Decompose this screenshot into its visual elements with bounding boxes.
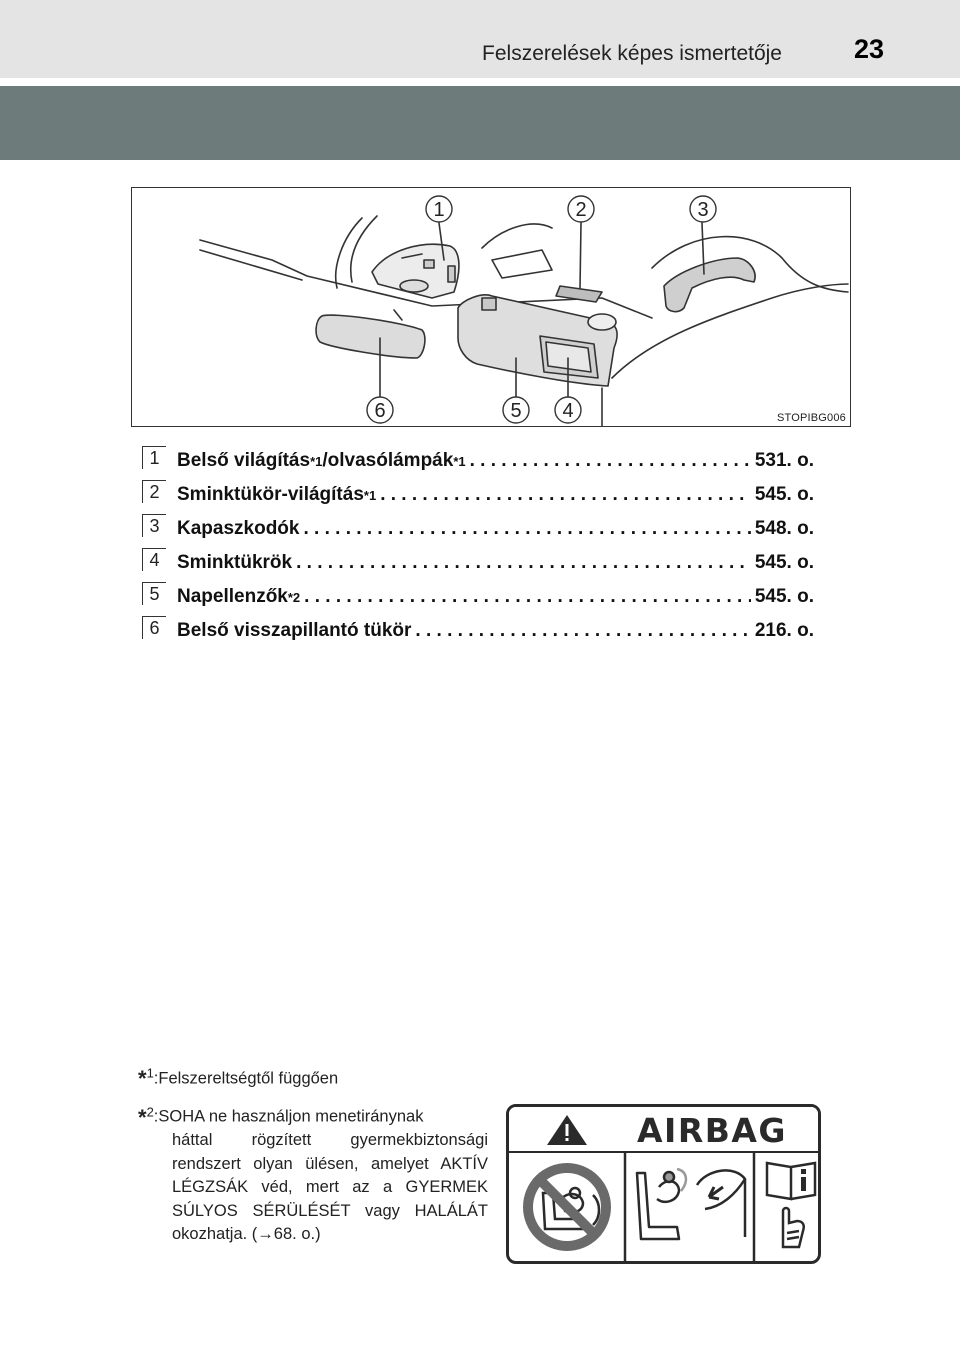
item-label: Belső világítás — [177, 450, 311, 471]
list-item — [142, 446, 822, 480]
item-list — [142, 446, 822, 650]
item-number: 6 — [142, 616, 166, 639]
footnote-2-text: háttal rögzített gyermekbiztonsági rendszert olyan ülésen, amelyet AKTÍV LÉGZSÁK véd, mert az a GYERMEK SÚLYOS SÉRÜLÉSÉT vagy HALÁLÁT okozhatja. (→68. o.) — [172, 1131, 488, 1244]
interior-drawing — [132, 188, 851, 427]
footnote-ref: *1 — [453, 454, 466, 469]
item-number: 1 — [142, 446, 166, 469]
footnote-number: 2 — [146, 1104, 154, 1120]
manual-info-icon — [767, 1163, 815, 1247]
figure-code: STOPIBG006 — [776, 412, 846, 424]
dot-leader — [304, 586, 751, 608]
dot-leader — [415, 620, 750, 642]
page-reference[interactable]: 531. o. — [754, 450, 814, 471]
callout-5: 5 — [510, 400, 522, 422]
footnote-number: 1 — [146, 1066, 154, 1081]
footnote-ref: *1 — [363, 488, 377, 503]
footnote-ref: *1 — [310, 454, 323, 469]
list-item — [142, 514, 822, 548]
header-band — [0, 86, 960, 160]
warning-triangle-icon — [547, 1115, 587, 1145]
footnote-2 — [138, 1100, 488, 1246]
page-reference[interactable]: 216. o. — [754, 620, 814, 641]
list-item — [142, 582, 822, 616]
callout-3: 3 — [697, 199, 709, 221]
airbag-label-pictograms — [509, 1107, 821, 1264]
list-item — [142, 616, 822, 650]
item-label: Belső visszapillantó tükör — [177, 620, 412, 641]
footnote-ref: *2 — [287, 590, 301, 605]
list-item — [142, 548, 822, 582]
dot-leader — [296, 552, 751, 574]
airbag-word: AIRBAG — [637, 1111, 788, 1150]
item-number: 5 — [142, 582, 166, 605]
callout-2: 2 — [575, 199, 587, 221]
item-label: Napellenzők — [177, 586, 288, 607]
item-label: Sminktükrök — [177, 552, 293, 573]
page-reference[interactable]: 548. o. — [754, 518, 814, 539]
footnote-1 — [138, 1066, 488, 1092]
dot-leader — [380, 484, 751, 506]
page-reference[interactable]: 545. o. — [754, 586, 814, 607]
footnote-mark: * — [138, 1104, 147, 1130]
footnote-mark: * — [138, 1066, 147, 1092]
section-title: Felszerelések képes ismertetője — [482, 42, 782, 65]
item-number: 2 — [142, 480, 166, 503]
dot-leader — [303, 518, 750, 540]
item-label-b: /olvasólámpák — [322, 450, 454, 471]
dot-leader — [470, 450, 751, 472]
item-label: Kapaszkodók — [177, 518, 300, 539]
list-item — [142, 480, 822, 514]
callout-6: 6 — [374, 400, 386, 422]
item-number: 4 — [142, 548, 166, 571]
footnotes — [138, 1066, 488, 1247]
no-rear-facing-seat-icon — [523, 1163, 611, 1251]
footnote-2-first-line: :SOHA ne használjon menetiránynak — [153, 1107, 424, 1126]
item-label: Sminktükör-világítás — [177, 484, 364, 505]
page-reference[interactable]: 545. o. — [754, 552, 814, 573]
page-reference[interactable]: 545. o. — [754, 484, 814, 505]
page-number: 23 — [853, 34, 884, 64]
callout-4: 4 — [562, 400, 574, 422]
item-number: 3 — [142, 514, 166, 537]
callout-1: 1 — [433, 199, 445, 221]
header-strip — [0, 0, 960, 78]
child-seat-airbag-icon — [637, 1169, 745, 1239]
interior-illustration — [131, 187, 851, 427]
airbag-warning-label — [506, 1104, 821, 1264]
footnote-1-text: :Felszereltségtől függően — [153, 1069, 339, 1088]
